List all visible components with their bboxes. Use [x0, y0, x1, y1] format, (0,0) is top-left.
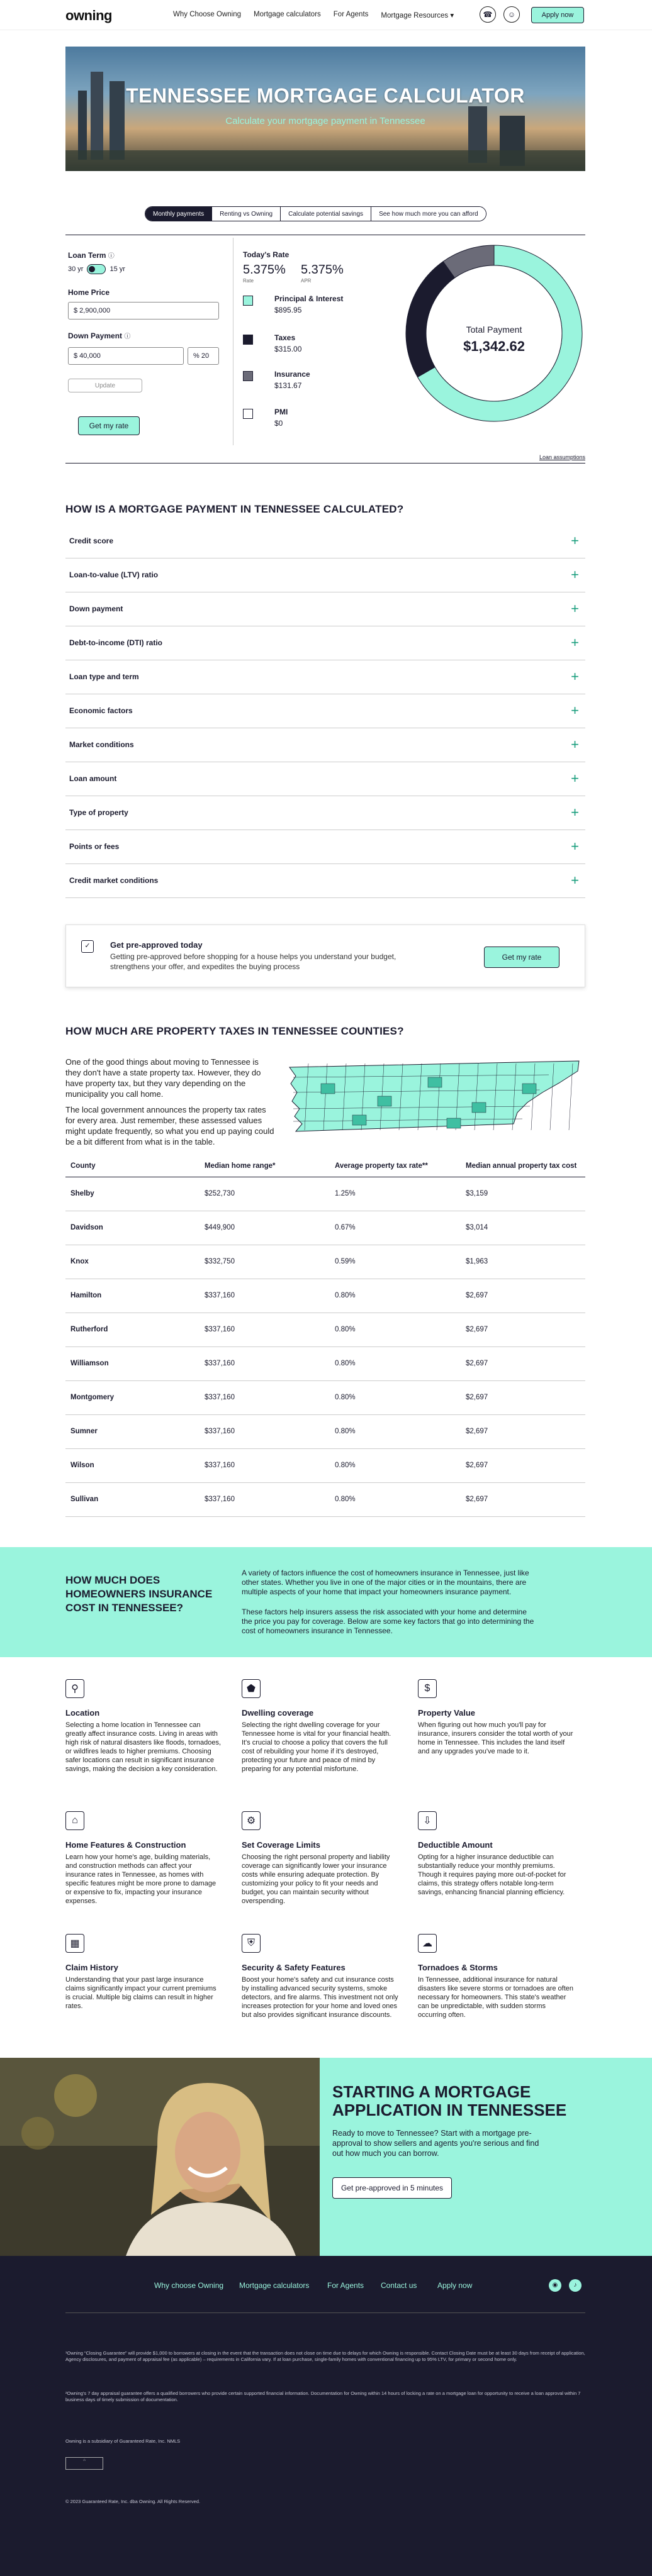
faq-item-label: Loan-to-value (LTV) ratio [69, 570, 159, 579]
table-cell: Knox [70, 1258, 89, 1265]
table-cell: $2,697 [466, 1428, 488, 1435]
insurance-paragraph-2: These factors help insurers assess the risk associated with your home and determine the price you pay for coverage. Below are some key factors that go into determining the cost of homeowners insurance in Tennessee. [242, 1607, 534, 1635]
table-cell: $2,697 [466, 1292, 488, 1299]
faq-item-label: Market conditions [69, 740, 134, 749]
table-cell: $3,014 [466, 1224, 488, 1231]
table-cell: Montgomery [70, 1394, 114, 1401]
table-row [65, 1347, 585, 1381]
faq-item[interactable] [65, 864, 585, 898]
feature-title: Security & Safety Features [242, 1963, 346, 1972]
county-shape [428, 1077, 442, 1087]
coverage-limit-icon: ⚙ [242, 1811, 261, 1830]
table-cell: 0.80% [335, 1462, 356, 1469]
tab-monthly-payments[interactable]: Monthly payments [145, 207, 211, 221]
nav-resources-label: Mortgage Resources [381, 12, 449, 19]
tab-renting-vs-owning[interactable]: Renting vs Owning [211, 207, 280, 221]
table-cell: $2,697 [466, 1326, 488, 1333]
user-icon[interactable]: ☺ [503, 6, 520, 23]
get-my-rate-button[interactable]: Get my rate [78, 416, 140, 435]
loan-assumptions-link[interactable]: Loan assumptions [539, 454, 585, 460]
faq-item-label: Credit score [69, 536, 114, 545]
plus-icon[interactable]: + [571, 601, 579, 616]
table-cell: Shelby [70, 1190, 94, 1197]
table-cell: $332,750 [205, 1258, 235, 1265]
plus-icon[interactable]: + [571, 736, 579, 752]
apr-caption: APR [301, 278, 312, 284]
feature-description: Selecting a home location in Tennessee can greatly affect insurance costs. Living in areas with high risk of natural disasters like floods, tornadoes, or wildfires leads to higher premiums. Choosing safer locations can result in significant insurance savings, making the decision a key consideration. [65, 1721, 222, 1773]
faq-item[interactable] [65, 592, 585, 626]
faq-item-label: Loan amount [69, 774, 117, 783]
feature-title: Location [65, 1708, 100, 1718]
house-icon: ⌂ [65, 1811, 84, 1830]
total-payment-label: Total Payment [466, 325, 522, 335]
table-column-header: Median annual property tax cost [466, 1162, 577, 1170]
cta-description: Ready to move to Tennessee? Start with a mortgage pre-approval to show sellers and agents you're serious and find out how much you can borrow. [332, 2129, 539, 2158]
faq-item[interactable] [65, 762, 585, 796]
table-cell: $2,697 [466, 1496, 488, 1503]
tab-afford-more[interactable]: See how much more you can afford [371, 207, 486, 221]
table-row [65, 1483, 585, 1517]
table-cell: $2,697 [466, 1462, 488, 1469]
faq-title: HOW IS A MORTGAGE PAYMENT IN TENNESSEE CALCULATED? [65, 503, 404, 515]
legend-value: $131.67 [274, 381, 302, 390]
feature-title: Tornadoes & Storms [418, 1963, 498, 1972]
nav-calculators[interactable]: Mortgage calculators [254, 11, 321, 18]
table-row [65, 1415, 585, 1449]
feature-title: Dwelling coverage [242, 1708, 314, 1718]
site-footer [0, 2256, 652, 2576]
table-row [65, 1449, 585, 1483]
site-header [0, 0, 652, 30]
table-cell: 0.80% [335, 1326, 356, 1333]
table-cell: $449,900 [205, 1224, 235, 1231]
tab-potential-savings[interactable]: Calculate potential savings [280, 207, 371, 221]
preapproval-card [65, 924, 585, 987]
faq-item[interactable] [65, 728, 585, 762]
table-cell: $1,963 [466, 1258, 488, 1265]
table-cell: $337,160 [205, 1326, 235, 1333]
table-cell: $337,160 [205, 1292, 235, 1299]
table-cell: $3,159 [466, 1190, 488, 1197]
feature-description: Learn how your home's age, building materials, and construction methods can affect your insurance rates in Tennessee, as homes with specific features might be more prone to damage or expensive to fix, impacting your insurance expenses. [65, 1853, 216, 1905]
plus-icon[interactable]: + [571, 635, 579, 650]
calendar-icon: ▦ [65, 1934, 84, 1953]
table-row [65, 1313, 585, 1347]
table-cell: $337,160 [205, 1394, 235, 1401]
loan-term-toggle-row [68, 264, 125, 274]
rate-value: 5.375% [243, 263, 286, 277]
feature-description: Boost your home's safety and cut insurance costs by installing advanced security systems, smoke detectors, and fire alarms. This investment not only increases protection for your home and loved ones but also provides significant insurance discounts. [242, 1976, 398, 2019]
chevron-down-icon: ▾ [450, 12, 454, 19]
table-cell: Sullivan [70, 1496, 99, 1503]
mortgage-application-cta [0, 2058, 652, 2256]
footer-link-agents[interactable]: For Agents [327, 2281, 364, 2290]
county-shape [522, 1084, 536, 1094]
table-row [65, 1245, 585, 1279]
county-shape [321, 1084, 335, 1094]
table-cell: $337,160 [205, 1428, 235, 1435]
feature-description: Selecting the right dwelling coverage for your Tennessee home is vital for your financial health. It's crucial to choose a policy that covers the full cost of rebuilding your home if it's destroyed, protecting your future and peace of mind by preparing for any potential misfortune. [242, 1721, 391, 1773]
faq-item-label: Down payment [69, 604, 123, 613]
checkbox-icon: ✓ [81, 940, 94, 953]
tornado-icon: ☁ [418, 1934, 437, 1953]
faq-item[interactable] [65, 626, 585, 660]
feature-description: When figuring out how much you'll pay for insurance, insurers consider the total worth of your home in Tennessee. This includes the land itself and any upgrades you've made to it. [418, 1721, 573, 1755]
home-price-input[interactable]: $ 2,900,000 [68, 302, 219, 319]
table-cell: Rutherford [70, 1326, 108, 1333]
faq-item-label: Loan type and term [69, 672, 139, 681]
insurance-banner [0, 1547, 652, 1657]
county-shape [472, 1102, 486, 1113]
location-pin-icon: ⚲ [65, 1679, 84, 1698]
feature-title: Deductible Amount [418, 1840, 493, 1850]
footer-link-contact[interactable]: Contact us [381, 2281, 417, 2290]
faq-item-label: Type of property [69, 808, 128, 817]
table-cell: $337,160 [205, 1496, 235, 1503]
feature-description: Understanding that your past large insurance claims significantly impact your current premiums is crucial. Multiple big claims can result in higher rates. [65, 1976, 216, 2010]
table-cell: 0.67% [335, 1224, 356, 1231]
footer-copyright: © 2023 Guaranteed Rate, Inc. dba Owning. All Rights Reserved. [65, 2499, 200, 2504]
property-tax-paragraph-2: The local government announces the property tax rates for every area. Just remember, these assessed values might update frequently, so what you end up paying could be a bit different from what is in the table. [65, 1105, 274, 1146]
table-cell: Hamilton [70, 1292, 102, 1299]
footer-divider [65, 2312, 585, 2313]
legend-swatch [243, 296, 253, 306]
plus-icon[interactable]: + [571, 838, 579, 854]
faq-item-label: Points or fees [69, 842, 120, 851]
footer-link-apply[interactable]: Apply now [437, 2281, 473, 2290]
feature-title: Set Coverage Limits [242, 1840, 320, 1850]
table-cell: $2,697 [466, 1394, 488, 1401]
faq-item[interactable] [65, 558, 585, 592]
footer-link-why-choose[interactable]: Why choose Owning [154, 2281, 224, 2290]
county-shape [378, 1096, 391, 1106]
apply-now-button[interactable]: Apply now [531, 7, 584, 23]
legend-value: $315.00 [274, 345, 302, 353]
term-15-label: 15 yr [110, 265, 125, 273]
faq-item[interactable] [65, 830, 585, 864]
table-column-header: Average property tax rate** [335, 1162, 428, 1170]
loan-term-label: Loan Term ⓘ [68, 251, 115, 260]
table-row [65, 1381, 585, 1415]
faq-item[interactable] [65, 525, 585, 558]
term-30-label: 30 yr [68, 265, 84, 273]
home-price-label: Home Price [68, 288, 110, 297]
tiktok-icon[interactable]: ♪ [569, 2279, 582, 2292]
table-cell: 0.80% [335, 1292, 356, 1299]
table-cell: 0.80% [335, 1394, 356, 1401]
feature-description: In Tennessee, additional insurance for natural disasters like severe storms or tornadoes are often necessary for homeowners. This state's weather can be unpredictable, with sudden storms occurring often. [418, 1976, 574, 2019]
smiling-woman-photo [0, 2058, 320, 2256]
nav-resources[interactable] [381, 11, 454, 19]
cta-title: STARTING A MORTGAGE APPLICATION IN TENNESSEE [332, 2082, 567, 2119]
pentagon-shield-icon: ⬟ [242, 1679, 261, 1698]
info-icon: ⓘ [124, 333, 131, 340]
table-cell: $337,160 [205, 1360, 235, 1367]
down-payment-input[interactable]: $ 40,000 [68, 347, 184, 365]
plus-icon[interactable]: + [571, 804, 579, 820]
deductible-icon: ⇩ [418, 1811, 437, 1830]
legend-swatch [243, 335, 253, 345]
county-shape [352, 1115, 366, 1125]
table-cell: 0.80% [335, 1496, 356, 1503]
plus-icon[interactable]: + [571, 872, 579, 888]
cta-preapproval-button[interactable]: Get pre-approved in 5 minutes [332, 2177, 452, 2199]
faq-item[interactable] [65, 660, 585, 694]
table-cell: Davidson [70, 1224, 103, 1231]
table-cell: Williamson [70, 1360, 109, 1367]
legend-swatch [243, 371, 253, 381]
feature-description: Opting for a higher insurance deductible can substantially reduce your monthly premiums. Though it requires paying more out-of-pocket for claims, this strategy offers notable long-term savings, enhancing financial planning efficiency. [418, 1853, 566, 1896]
todays-rate-label: Today's Rate [243, 250, 289, 259]
down-payment-label: Down Payment ⓘ [68, 331, 131, 340]
legend-name: Taxes [274, 333, 296, 342]
table-cell: 0.80% [335, 1428, 356, 1435]
property-tax-title: HOW MUCH ARE PROPERTY TAXES IN TENNESSEE COUNTIES? [65, 1025, 404, 1037]
footer-disclaimer-closing: ¹Owning “Closing Guarantee” will provide $1,000 to borrowers at closing in the event that the transaction does not close on time due to delays for which Owning is responsible. Contact Closing Date must be at least 30 days from receipt of application, Agency disclosures, and payment of appraisal fee (as applicable) – requirements in California vary. If at loan purchase, single-family homes with conventional financing up to 95% LTV, for primary or second home only. [65, 2350, 585, 2362]
faq-item[interactable] [65, 694, 585, 728]
feature-title: Home Features & Construction [65, 1840, 186, 1850]
rate-caption: Rate [243, 278, 254, 284]
faq-item-label: Debt-to-income (DTI) ratio [69, 638, 162, 647]
plus-icon[interactable]: + [571, 669, 579, 684]
footer-link-calculators[interactable]: Mortgage calculators [239, 2281, 310, 2290]
preapproval-get-rate-button[interactable]: Get my rate [484, 947, 559, 968]
table-cell: $252,730 [205, 1190, 235, 1197]
legend-name: Insurance [274, 370, 310, 379]
security-shield-icon: ⛨ [242, 1934, 261, 1953]
feature-title: Property Value [418, 1708, 476, 1718]
faq-item[interactable] [65, 796, 585, 830]
legend-value: $0 [274, 419, 283, 428]
hero-subtitle: Calculate your mortgage payment in Tennessee [225, 116, 425, 126]
hero-title: TENNESSEE MORTGAGE CALCULATOR [126, 84, 525, 107]
apr-value: 5.375% [301, 263, 344, 277]
plus-icon[interactable]: + [571, 567, 579, 582]
instagram-icon[interactable]: ◉ [549, 2279, 561, 2292]
preapproval-title: Get pre-approved today [110, 940, 203, 950]
table-column-header: Median home range* [205, 1162, 276, 1170]
calculator-bottom-divider [65, 463, 585, 464]
calculator-tabs [145, 206, 486, 221]
tennessee-county-map [283, 1058, 585, 1134]
preapproval-description: Getting pre-approved before shopping for a house helps you understand your budget, strengthens your offer, and expedites the buying process [110, 952, 396, 971]
faq-item-label: Economic factors [69, 706, 133, 715]
hero-banner [65, 47, 585, 171]
equal-housing-logo: ⌂ [65, 2457, 103, 2470]
county-shape [447, 1118, 461, 1128]
feature-title: Claim History [65, 1963, 118, 1972]
table-cell: 0.59% [335, 1258, 356, 1265]
down-payment-percent-input[interactable]: % 20 [188, 347, 219, 365]
nav-why-choose[interactable]: Why Choose Owning [173, 11, 242, 18]
faq-item-label: Credit market conditions [69, 876, 159, 885]
table-cell: 0.80% [335, 1360, 356, 1367]
owning-logo[interactable]: owning [65, 8, 112, 23]
total-payment-value: $1,342.62 [463, 338, 525, 354]
phone-icon[interactable]: ☎ [480, 6, 496, 23]
footer-company-info: Owning is a subsidiary of Guaranteed Rate, Inc. NMLS [65, 2438, 181, 2444]
feature-description: Choosing the right personal property and liability coverage can significantly lower your insurance costs while ensuring adequate protection. By customizing your policy to fit your needs and budget, you can maintain security without overspending. [242, 1853, 390, 1905]
insurance-title: HOW MUCH DOES HOMEOWNERS INSURANCE COST IN TENNESSEE? [65, 1574, 213, 1614]
legend-name: PMI [274, 408, 288, 416]
table-column-header: County [70, 1162, 96, 1170]
legend-value: $895.95 [274, 306, 302, 314]
table-cell: $337,160 [205, 1462, 235, 1469]
property-tax-paragraph-1: One of the good things about moving to Tennessee is they don't have a state property tax. However, they do have property tax, but they vary depending on the municipality you call home. [65, 1057, 261, 1099]
main-nav [173, 11, 454, 19]
loan-term-toggle[interactable] [87, 264, 106, 274]
table-row [65, 1279, 585, 1313]
table-cell: Sumner [70, 1428, 98, 1435]
legend-name: Principal & Interest [274, 294, 344, 303]
insurance-paragraph-1: A variety of factors influence the cost of homeowners insurance in Tennessee, just like other states. Whether you live in one of the major cities or in the mountains, there are multiple aspects of your home that impact your homeowners insurance payment. [242, 1568, 529, 1596]
update-button[interactable]: Update [68, 379, 142, 392]
plus-icon[interactable]: + [571, 770, 579, 786]
table-cell: Wilson [70, 1462, 94, 1469]
header-icons [480, 6, 520, 23]
info-icon: ⓘ [108, 253, 115, 260]
table-row [65, 1211, 585, 1245]
nav-agents[interactable]: For Agents [333, 11, 369, 18]
table-cell: 1.25% [335, 1190, 356, 1197]
money-bag-icon: $ [418, 1679, 437, 1698]
legend-swatch [243, 409, 253, 419]
table-cell: $2,697 [466, 1360, 488, 1367]
table-row [65, 1177, 585, 1211]
river [65, 150, 585, 171]
plus-icon[interactable]: + [571, 702, 579, 718]
footer-disclaimer-appraisal: ²Owning's 7 day appraisal guarantee offers a qualified borrowers who provide certain supported financial information. Documentation for Owning within 14 hours of locking a rate on a mortgage loan for opportunity to receive a loan approval within 7 business days of timely submission of documentation. [65, 2390, 581, 2402]
plus-icon[interactable]: + [571, 533, 579, 548]
